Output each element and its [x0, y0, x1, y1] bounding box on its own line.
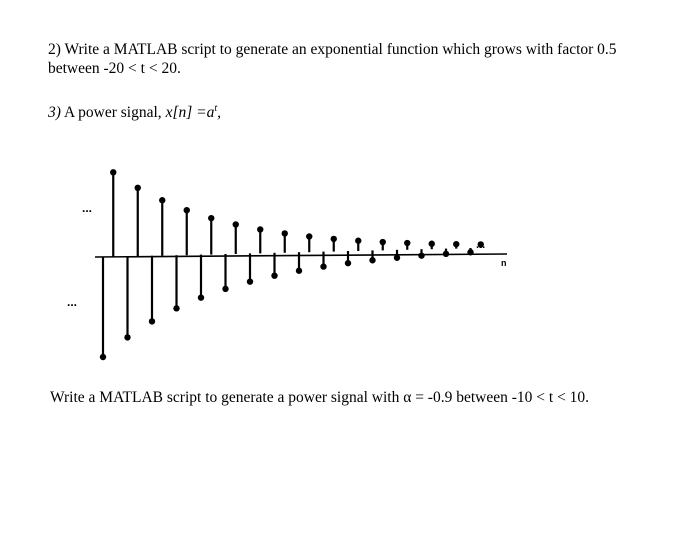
stem-dot: [443, 251, 449, 257]
stem-dot: [198, 294, 204, 300]
stem-dot: [173, 305, 179, 311]
stem-dot: [124, 334, 130, 340]
question-3-text: A power signal,: [63, 104, 162, 121]
expression-exponent: t: [214, 103, 218, 114]
stem-dot: [222, 286, 228, 292]
stem-dot: [467, 249, 473, 255]
stem-dot: [331, 236, 337, 242]
stem-dot: [282, 230, 288, 236]
stem-dot: [380, 239, 386, 245]
stem-dot: [159, 197, 165, 203]
stem-dot: [320, 263, 326, 269]
stem-dot: [345, 260, 351, 266]
ellipsis-right: ...: [476, 239, 486, 251]
stem-dot: [257, 226, 263, 232]
stem-dot: [149, 318, 155, 324]
expression-base: x[n] =a: [165, 104, 215, 121]
stem-dot: [208, 215, 214, 221]
expression-tail: ,: [217, 104, 221, 121]
stem-dot: [394, 255, 400, 261]
stem-dot: [453, 241, 459, 247]
axis-label-n: n: [501, 258, 507, 268]
stem-dot: [369, 257, 375, 263]
stem-dot: [184, 207, 190, 213]
task-instruction: Write a MATLAB script to generate a power signal with α = -0.9 between -10 < t < 10.: [50, 389, 590, 406]
question-2-line-1: 2) Write a MATLAB script to generate an exponential function which grows with factor 0.5: [48, 41, 617, 58]
stem-dot: [355, 238, 361, 244]
stem-dot: [110, 169, 116, 175]
stem-dot: [296, 268, 302, 274]
stem-dot: [418, 252, 424, 258]
ellipsis-bottom-left: ...: [67, 295, 78, 309]
stem-dot: [306, 233, 312, 239]
stem-dot: [233, 221, 239, 227]
stem-dot: [404, 240, 410, 246]
question-2-line-2: between -20 < t < 20.: [48, 60, 181, 77]
ellipsis-top-left: ...: [82, 201, 93, 215]
stem-dot: [271, 272, 277, 278]
stem-dot: [247, 278, 253, 284]
stems-group: [100, 169, 484, 360]
stem-dot: [429, 241, 435, 247]
stem-dot: [100, 354, 106, 360]
stem-dot: [135, 185, 141, 191]
question-3-number: 3): [48, 104, 61, 121]
